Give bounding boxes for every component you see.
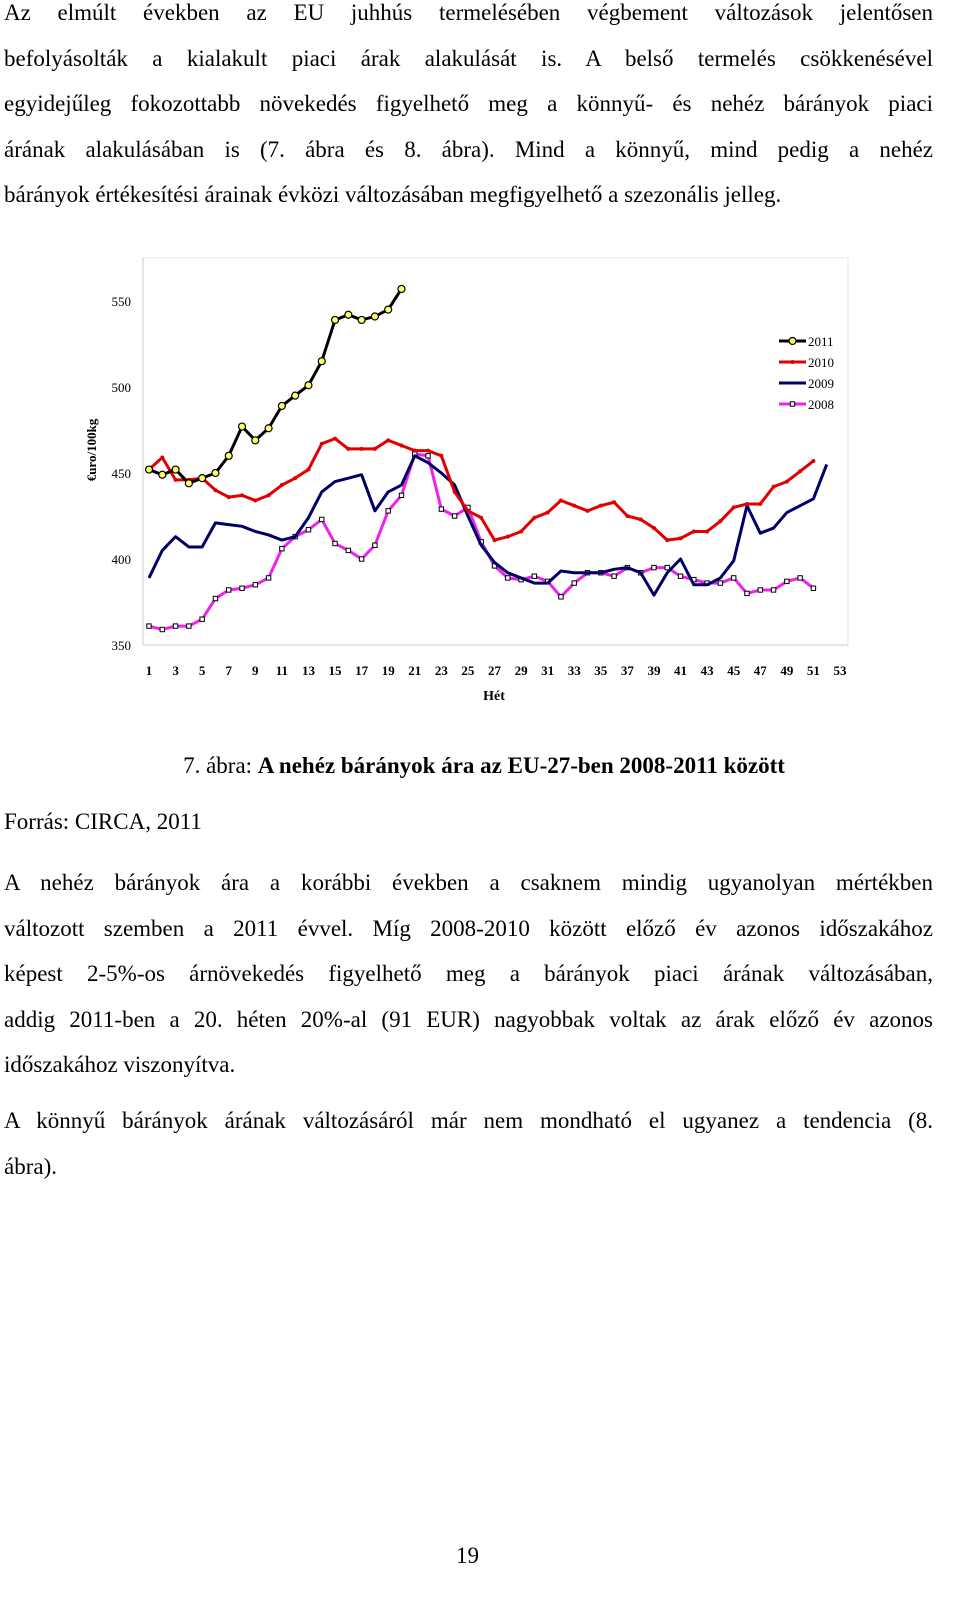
data-point-2010 (253, 499, 257, 503)
x-tick-label: 1 (145, 663, 153, 678)
data-point-2011 (385, 306, 392, 313)
x-tick-label: 5 (198, 663, 206, 678)
data-point-2008 (718, 581, 722, 585)
x-tick-label: 17 (355, 663, 369, 678)
text-line: változott szemben a 2011 évvel. Míg 2008-2010 között előző év azonos időszakához (4, 915, 933, 941)
text-line: Az elmúlt években az EU juhhús termelésében végbement változások jelentősen (4, 0, 933, 25)
data-point-2008 (785, 579, 789, 583)
data-point-2010 (679, 536, 683, 540)
legend-marker-2010 (791, 360, 795, 364)
caption-title: A nehéz bárányok ára az EU-27-ben 2008-2011 között (257, 753, 785, 778)
text-line: A nehéz bárányok ára a korábbi években a csaknem mindig ugyanolyan mértékben (4, 870, 933, 895)
x-tick-label: 33 (567, 663, 581, 678)
data-point-2010 (399, 443, 403, 447)
data-point-2008 (399, 493, 403, 497)
data-point-2010 (453, 490, 457, 494)
data-point-2010 (811, 459, 815, 463)
data-point-2008 (771, 588, 775, 592)
data-point-2010 (160, 456, 164, 460)
data-point-2008 (386, 509, 390, 513)
x-tick-label: 25 (461, 663, 475, 678)
data-point-2008 (187, 624, 191, 628)
data-point-2008 (678, 574, 682, 578)
line-chart (0, 250, 960, 720)
data-point-2010 (280, 483, 284, 487)
data-point-2010 (785, 480, 789, 484)
data-point-2008 (426, 454, 430, 458)
text-line: időszakához viszonyítva. (4, 1052, 236, 1077)
x-tick-label: 11 (275, 663, 289, 678)
data-point-2011 (332, 316, 339, 323)
data-point-2010 (692, 529, 696, 533)
x-tick-label: 41 (674, 663, 688, 678)
y-tick-label: 350 (111, 638, 131, 653)
intro-paragraph (4, 0, 933, 218)
data-point-2008 (559, 595, 563, 599)
data-point-2010 (267, 493, 271, 497)
closing-paragraph (4, 1098, 933, 1189)
x-tick-label: 37 (620, 663, 634, 678)
data-point-2008 (173, 624, 177, 628)
data-point-2008 (798, 576, 802, 580)
data-point-2008 (745, 591, 749, 595)
legend-label-2010: 2010 (808, 355, 834, 370)
x-tick-label: 21 (408, 663, 422, 678)
y-tick-label: 400 (111, 552, 131, 567)
data-point-2008 (147, 624, 151, 628)
x-tick-label: 47 (753, 663, 767, 678)
x-tick-label: 31 (541, 663, 555, 678)
figure-source: Forrás: CIRCA, 2011 (4, 809, 202, 834)
data-point-2010 (665, 538, 669, 542)
x-tick-label: 23 (434, 663, 448, 678)
x-tick-label: 3 (172, 663, 179, 678)
data-point-2008 (266, 576, 270, 580)
data-point-2010 (174, 478, 178, 482)
data-point-2010 (386, 438, 390, 442)
data-point-2010 (333, 437, 337, 441)
heavy-lamb-price-chart (0, 250, 960, 720)
data-point-2010 (493, 538, 497, 542)
data-point-2010 (346, 447, 350, 451)
legend-label-2008: 2008 (808, 397, 834, 412)
figure-caption (0, 752, 960, 780)
legend-marker-2008 (790, 402, 794, 406)
data-point-2008 (612, 574, 616, 578)
data-point-2011 (225, 452, 232, 459)
data-point-2008 (253, 583, 257, 587)
data-point-2011 (358, 316, 365, 323)
data-point-2010 (519, 529, 523, 533)
data-point-2010 (718, 519, 722, 523)
data-point-2010 (227, 495, 231, 499)
data-point-2010 (732, 505, 736, 509)
data-point-2008 (532, 574, 536, 578)
data-point-2008 (346, 548, 350, 552)
data-point-2011 (318, 358, 325, 365)
data-point-2008 (160, 627, 164, 631)
data-point-2008 (306, 528, 310, 532)
data-point-2010 (213, 488, 217, 492)
data-point-2011 (239, 423, 246, 430)
data-point-2011 (305, 382, 312, 389)
data-point-2008 (333, 541, 337, 545)
data-point-2010 (586, 509, 590, 513)
data-point-2010 (758, 502, 762, 506)
data-point-2010 (546, 511, 550, 515)
data-point-2010 (479, 516, 483, 520)
x-tick-label: 39 (647, 663, 661, 678)
data-point-2010 (599, 504, 603, 508)
data-point-2010 (413, 449, 417, 453)
data-point-2008 (280, 546, 284, 550)
data-point-2011 (252, 437, 259, 444)
x-tick-label: 9 (252, 663, 259, 678)
body-paragraph (4, 860, 933, 1088)
data-point-2011 (212, 470, 219, 477)
data-point-2010 (612, 500, 616, 504)
data-point-2008 (758, 588, 762, 592)
data-point-2011 (292, 392, 299, 399)
data-point-2010 (798, 469, 802, 473)
data-point-2011 (146, 466, 153, 473)
data-point-2010 (426, 449, 430, 453)
x-tick-label: 7 (225, 663, 232, 678)
data-point-2010 (652, 526, 656, 530)
data-point-2008 (652, 565, 656, 569)
data-point-2011 (278, 402, 285, 409)
data-point-2008 (811, 586, 815, 590)
page-number: 19 (456, 1543, 479, 1568)
data-point-2011 (265, 425, 272, 432)
x-tick-label: 45 (727, 663, 741, 678)
x-tick-label: 29 (514, 663, 528, 678)
data-point-2010 (639, 517, 643, 521)
legend-label-2009: 2009 (808, 376, 834, 391)
text-line: A könnyű bárányok árának változásáról már nem mondható el ugyanez a tendencia (8. (4, 1108, 933, 1133)
data-point-2010 (705, 529, 709, 533)
data-point-2008 (359, 557, 363, 561)
data-point-2008 (731, 576, 735, 580)
data-point-2008 (373, 543, 377, 547)
data-point-2010 (306, 468, 310, 472)
text-line: egyidejűleg fokozottabb növekedés figyelhető meg a könnyű- és nehéz bárányok piaci (4, 91, 933, 116)
data-point-2010 (360, 447, 364, 451)
x-tick-label: 35 (594, 663, 608, 678)
data-point-2011 (172, 466, 179, 473)
data-point-2010 (572, 504, 576, 508)
x-tick-label: 13 (301, 663, 315, 678)
data-point-2011 (185, 480, 192, 487)
x-tick-label: 27 (488, 663, 501, 678)
x-axis-title: Hét (483, 689, 505, 704)
data-point-2010 (532, 516, 536, 520)
caption-number: 7. ábra: (183, 753, 253, 778)
x-tick-label: 19 (381, 663, 395, 678)
text-line: ábra). (4, 1153, 57, 1179)
text-line: árának alakulásában is (7. ábra és 8. ábra). Mind a könnyű, mind pedig a nehéz (4, 136, 933, 162)
data-point-2011 (371, 313, 378, 320)
data-point-2008 (213, 596, 217, 600)
data-point-2008 (452, 514, 456, 518)
data-point-2010 (320, 442, 324, 446)
y-tick-label: 450 (111, 466, 131, 481)
text-line: képest 2-5%-os árnövekedés figyelhető meg a bárányok piaci árának változásában, (4, 961, 933, 986)
x-tick-label: 53 (833, 663, 847, 678)
data-point-2008 (227, 588, 231, 592)
data-point-2008 (439, 507, 443, 511)
data-point-2008 (506, 576, 510, 580)
data-point-2011 (159, 471, 166, 478)
data-point-2011 (398, 285, 405, 292)
data-point-2011 (345, 311, 352, 318)
data-point-2008 (320, 517, 324, 521)
text-line: bárányok értékesítési árainak évközi változásában megfigyelhető a szezonális jelleg. (4, 182, 782, 207)
data-point-2010 (439, 454, 443, 458)
y-tick-label: 500 (111, 380, 131, 395)
data-point-2008 (240, 586, 244, 590)
y-axis-title: €uro/100kg (84, 418, 99, 482)
y-tick-label: 550 (111, 294, 131, 309)
x-tick-label: 49 (780, 663, 794, 678)
data-point-2010 (506, 535, 510, 539)
data-point-2010 (772, 485, 776, 489)
data-point-2008 (200, 617, 204, 621)
data-point-2010 (466, 509, 470, 513)
data-point-2011 (199, 475, 206, 482)
text-line: addig 2011-ben a 20. héten 20%-al (91 EUR) nagyobbak voltak az árak előző év azonos (4, 1006, 933, 1032)
data-point-2010 (240, 493, 244, 497)
legend-label-2011: 2011 (808, 334, 834, 349)
legend-marker-2011 (789, 338, 796, 345)
x-tick-label: 43 (700, 663, 714, 678)
data-point-2010 (373, 447, 377, 451)
data-point-2010 (559, 499, 563, 503)
data-point-2010 (745, 502, 749, 506)
x-tick-label: 15 (328, 663, 342, 678)
data-point-2010 (625, 514, 629, 518)
data-point-2008 (572, 581, 576, 585)
text-line: befolyásolták a kialakult piaci árak alakulását is. A belső termelés csökkenésével (4, 45, 933, 71)
data-point-2010 (293, 476, 297, 480)
x-tick-label: 51 (806, 663, 820, 678)
